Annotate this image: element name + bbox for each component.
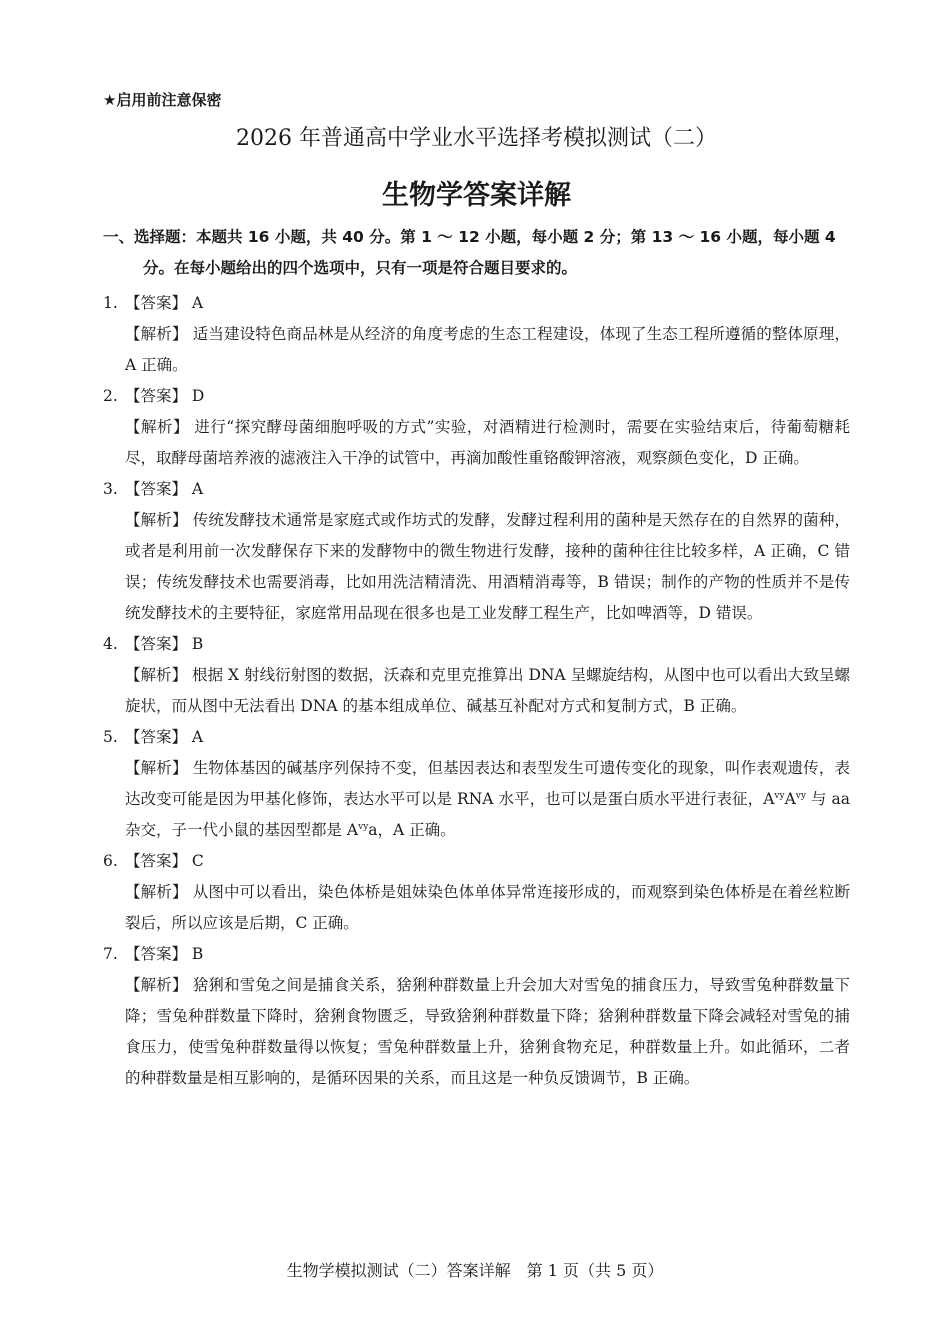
- explanation-text: 【解析】 适当建设特色商品林是从经济的角度考虑的生态工程建设，体现了生态工程所遵循的整体原理，A 正确。: [125, 325, 850, 374]
- question-5: [103, 722, 850, 846]
- answer-text: 【答案】 A: [125, 728, 204, 746]
- question-number: 1.: [103, 294, 118, 312]
- question-2: [103, 381, 850, 474]
- question-number: 4.: [103, 635, 118, 653]
- answer-line: [103, 846, 850, 877]
- answer-text: 【答案】 B: [125, 945, 204, 963]
- question-number: 7.: [103, 945, 118, 963]
- answer-text: 【答案】 A: [125, 294, 204, 312]
- answer-line: [103, 474, 850, 505]
- answer-text: 【答案】 A: [125, 480, 204, 498]
- explanation-text: 【解析】 根据 X 射线衍射图的数据，沃森和克里克推算出 DNA 呈螺旋结构，从图中也可以看出大致呈螺旋状，而从图中无法看出 DNA 的基本组成单位、碱基互补配对方式和复制方式，B 正确。: [125, 666, 850, 715]
- explanation-text: 【解析】 进行“探究酵母菌细胞呼吸的方式”实验，对酒精进行检测时，需要在实验结束后，待葡萄糖耗尽，取酵母菌培养液的滤液注入干净的试管中，再滴加酸性重铬酸钾溶液，观察颜色变化，D 正确。: [125, 418, 850, 467]
- question-number: 2.: [103, 387, 118, 405]
- explanation-part: 与 aa 杂交，子一代小鼠的基因型都是 A: [125, 790, 850, 839]
- explanation-part: A: [784, 790, 796, 808]
- question-number: 5.: [103, 728, 118, 746]
- explanation-text: 【解析】 传统发酵技术通常是家庭式或作坊式的发酵，发酵过程利用的菌种是天然存在的自然界的菌种，或者是利用前一次发酵保存下来的发酵物中的微生物进行发酵，接种的菌种往往比较多样，A 正确，C 错误；传统发酵技术也需要消毒，比如用洗洁精清洗、用酒精消毒等，B 错误；制作的产物的性质并不是传统发酵技术的主要特征，家庭常用品现在很多也是工业发酵工程生产，比如啤酒等，D 错误。: [125, 511, 850, 622]
- page-footer: 生物学模拟测试（二）答案详解 第 1 页（共 5 页）: [286, 1261, 664, 1280]
- document-title: 生物学答案详解: [382, 180, 571, 211]
- allele-superscript: vy: [358, 821, 369, 832]
- question-3: [103, 474, 850, 629]
- answer-line: [103, 629, 850, 660]
- allele-superscript: vy: [795, 790, 806, 801]
- explanation-text: 【解析】 猞猁和雪兔之间是捕食关系，猞猁种群数量上升会加大对雪兔的捕食压力，导致雪兔种群数量下降；雪兔种群数量下降时，猞猁食物匮乏，导致猞猁种群数量下降；猞猁种群数量下降会减轻对雪兔的捕食压力，使雪兔种群数量得以恢复；雪兔种群数量上升，猞猁食物充足，种群数量上升。如此循环，二者的种群数量是相互影响的，是循环因果的关系，而且这是一种负反馈调节，B 正确。: [125, 976, 850, 1087]
- explanation-part: a，A 正确。: [368, 821, 456, 839]
- answer-text: 【答案】 B: [125, 635, 204, 653]
- question-number: 6.: [103, 852, 118, 870]
- question-number: 3.: [103, 480, 118, 498]
- explanation-text: 【解析】 从图中可以看出，染色体桥是姐妹染色体单体异常连接形成的，而观察到染色体桥是在着丝粒断裂后，所以应该是后期，C 正确。: [125, 883, 850, 932]
- exam-title: 2026 年普通高中学业水平选择考模拟测试（二）: [236, 126, 717, 151]
- answer-line: [103, 939, 850, 970]
- answer-text: 【答案】 D: [125, 387, 205, 405]
- answer-line: [103, 381, 850, 412]
- section-heading: 一、选择题：本题共 16 小题，共 40 分。第 1 ～ 12 小题，每小题 2 分；第 13 ～ 16 小题，每小题 4 分。在每小题给出的四个选项中，只有一项是符合题目要求的。: [103, 228, 836, 277]
- explanation-part: 【解析】 生物体基因的碱基序列保持不变，但基因表达和表型发生可遗传变化的现象，叫作表观遗传，表达改变可能是因为甲基化修饰，表达水平可以是 RNA 水平，也可以是蛋白质水平进行表征，A: [125, 759, 850, 808]
- confidential-notice: ★启用前注意保密: [103, 91, 222, 109]
- question-6: [103, 846, 850, 939]
- question-4: [103, 629, 850, 722]
- answer-line: [103, 288, 850, 319]
- question-1: [103, 288, 850, 381]
- explanation-text: [103, 753, 850, 846]
- question-7: [103, 939, 850, 1094]
- answer-line: [103, 722, 850, 753]
- answer-text: 【答案】 C: [125, 852, 204, 870]
- allele-superscript: vy: [774, 790, 785, 801]
